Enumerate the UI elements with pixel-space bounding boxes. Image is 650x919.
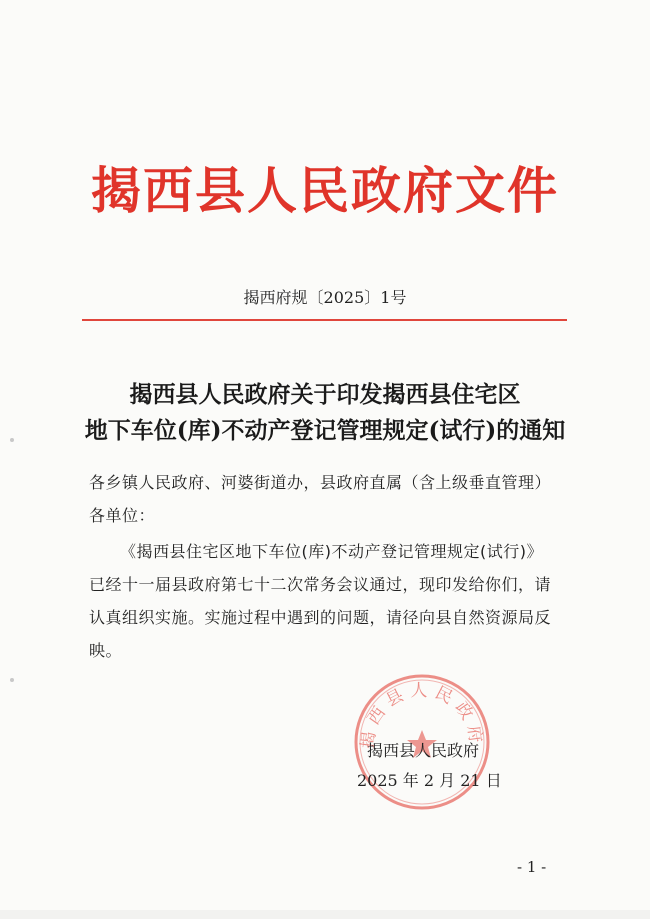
body-paragraph-line-4: 映。 [89,641,123,660]
body-paragraph-line-3: 认真组织实施。实施过程中遇到的问题，请径向县自然资源局反 [89,608,552,627]
addressee-line-1: 各乡镇人民政府、河婆街道办，县政府直属（含上级垂直管理） [89,473,552,492]
signature-organization: 揭西县人民政府 [367,741,480,760]
document-number: 揭西府规〔2025〕1号 [243,288,407,307]
body-paragraph-line-1: 《揭西县住宅区地下车位(库)不动产登记管理规定(试行)》 [120,542,543,561]
body-paragraph-line-2: 已经十一届县政府第七十二次常务会议通过，现印发给你们，请 [89,575,552,594]
page-number: - 1 - [517,858,547,876]
signature-date: 2025 年 2 月 21 日 [357,771,502,790]
binding-hole-mark [10,678,14,682]
document-header-title: 揭西县人民政府文件 [91,161,559,220]
red-divider-line [82,319,567,321]
scan-edge-shadow [0,910,650,919]
seal-text: 揭西县人民政府 [358,681,486,750]
addressee-line-2: 各单位： [89,506,156,525]
notice-title-line-2: 地下车位(库)不动产登记管理规定(试行)的通知 [84,417,566,444]
notice-title-line-1: 揭西县人民政府关于印发揭西县住宅区 [129,381,521,408]
binding-hole-mark [10,438,14,442]
